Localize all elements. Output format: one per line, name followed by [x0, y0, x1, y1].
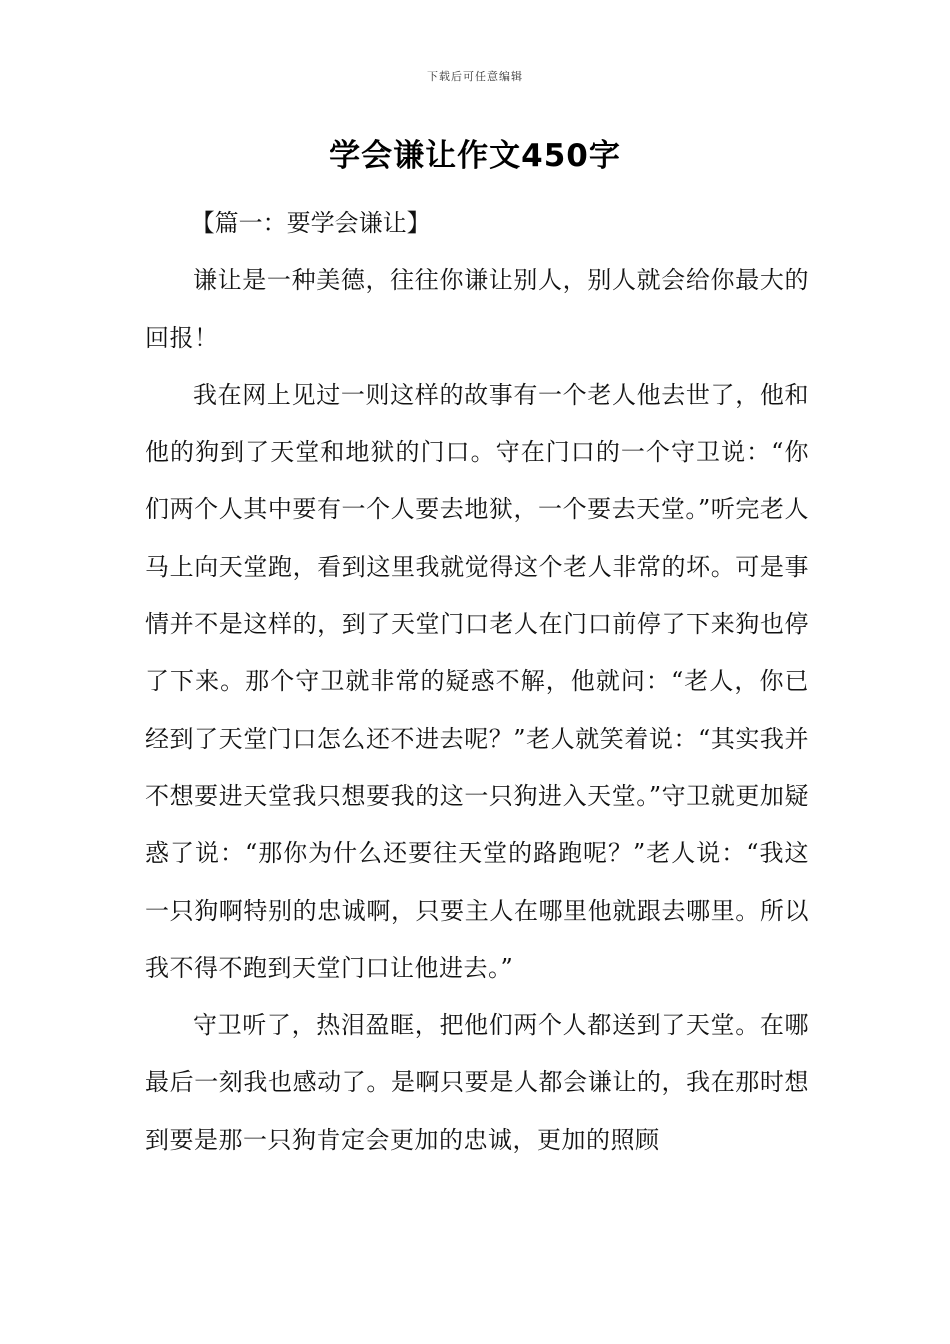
- paragraph-2: 我在网上见过一则这样的故事有一个老人他去世了，他和他的狗到了天堂和地狱的门口。守在门口的一个守卫说：“你们两个人其中要有一个人要去地狱，一个要去天堂。”听完老人马上向天堂跑，看到这里我就觉得这个老人非常的坏。可是事情并不是这样的，到了天堂门口老人在门口前停了下来狗也停了下来。那个守卫就非常的疑惑不解，他就问：“老人，你已经到了天堂门口怎么还不进去呢？”老人就笑着说：“其实我并不想要进天堂我只想要我的这一只狗进入天堂。”守卫就更加疑惑了说：“那你为什么还要往天堂的路跑呢？”老人说：“我这一只狗啊特别的忠诚啊，只要主人在哪里他就跟去哪里。所以我不得不跑到天堂门口让他进去。”: [145, 380, 809, 982]
- page-header-note: 下载后可任意编辑: [427, 70, 523, 83]
- paragraph-1: 谦让是一种美德，往往你谦让别人，别人就会给你最大的回报！: [145, 266, 809, 352]
- section-heading: 【篇一：要学会谦让】: [190, 209, 431, 237]
- paragraph-3: 守卫听了，热泪盈眶，把他们两个人都送到了天堂。在哪最后一刻我也感动了。是啊只要是人都会谦让的，我在那时想到要是那一只狗肯定会更加的忠诚，更加的照顾: [145, 1011, 809, 1154]
- document-title: 学会谦让作文450字: [329, 138, 621, 174]
- document-body: [145, 195, 809, 1169]
